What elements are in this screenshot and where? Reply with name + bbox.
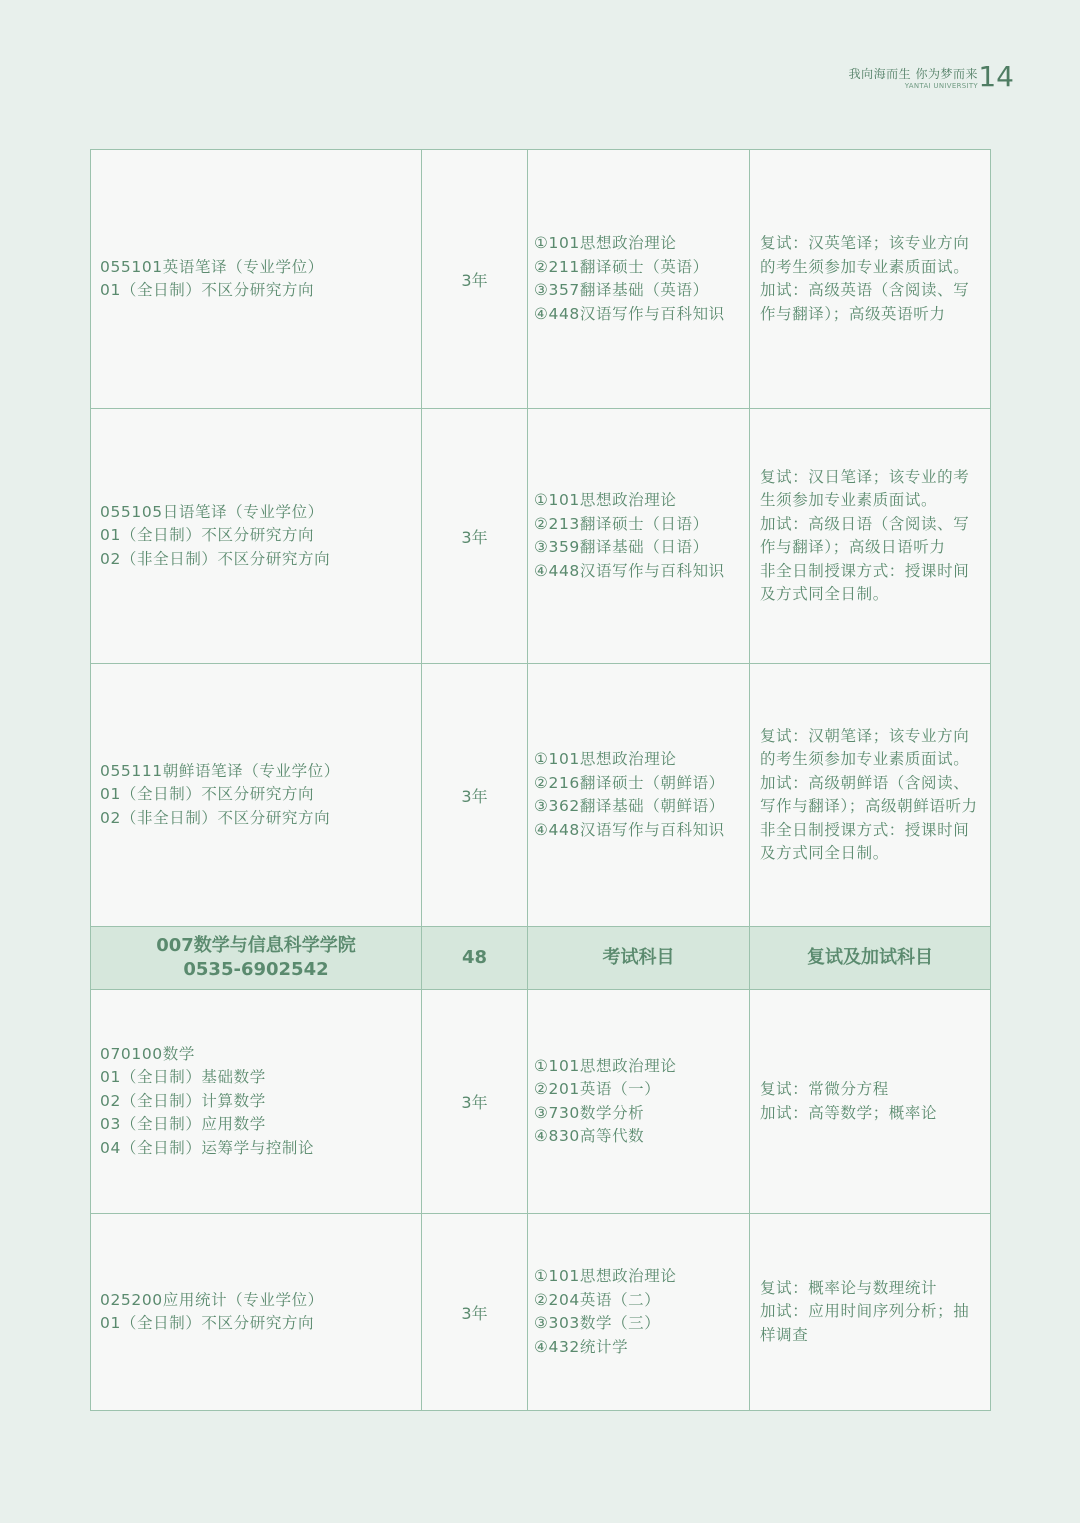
table-row — [91, 990, 991, 1214]
exam-header-cell — [528, 927, 750, 990]
exam-cell: ①101思想政治理论 ②216翻译硕士（朝鲜语） ③362翻译基础（朝鲜语） ④448汉语写作与百科知识 — [528, 664, 750, 927]
years-cell: 3年 — [422, 150, 528, 409]
college-cell — [91, 927, 422, 990]
page-header — [774, 60, 1014, 100]
program-cell: 055105日语笔译（专业学位） 01（全日制）不区分研究方向 02（非全日制）不区分研究方向 — [91, 409, 422, 664]
program-cell: 055111朝鲜语笔译（专业学位） 01（全日制）不区分研究方向 02（非全日制）不区分研究方向 — [91, 664, 422, 927]
college-phone: 0535-6902542 — [183, 959, 329, 980]
admissions-table — [90, 149, 991, 1411]
retest-cell: 复试：汉英笔译；该专业方向的考生须参加专业素质面试。 加试：高级英语（含阅读、写作与翻译）；高级英语听力 — [750, 150, 991, 409]
retest-header-cell — [750, 927, 991, 990]
college-name: 007数学与信息科学学院 — [156, 935, 356, 956]
exam-header: 考试科目 — [602, 947, 675, 968]
table-row — [91, 150, 991, 409]
count-cell — [422, 927, 528, 990]
table-row — [91, 664, 991, 927]
retest-header: 复试及加试科目 — [807, 947, 933, 968]
exam-cell: ①101思想政治理论 ②211翻译硕士（英语） ③357翻译基础（英语） ④448汉语写作与百科知识 — [528, 150, 750, 409]
exam-cell: ①101思想政治理论 ②204英语（二） ③303数学（三） ④432统计学 — [528, 1214, 750, 1411]
header-slogan: 我向海而生 你为梦而来 — [848, 67, 978, 81]
page-number: 14 — [978, 60, 1014, 93]
program-cell: 025200应用统计（专业学位） 01（全日制）不区分研究方向 — [91, 1214, 422, 1411]
years-cell: 3年 — [422, 664, 528, 927]
program-cell: 070100数学 01（全日制）基础数学 02（全日制）计算数学 03（全日制）应用数学 04（全日制）运筹学与控制论 — [91, 990, 422, 1214]
retest-cell: 复试：汉日笔译；该专业的考生须参加专业素质面试。 加试：高级日语（含阅读、写作与翻译）；高级日语听力 非全日制授课方式：授课时间及方式同全日制。 — [750, 409, 991, 664]
table-row — [91, 409, 991, 664]
table-row — [91, 1214, 991, 1411]
program-cell: 055101英语笔译（专业学位） 01（全日制）不区分研究方向 — [91, 150, 422, 409]
exam-cell: ①101思想政治理论 ②213翻译硕士（日语） ③359翻译基础（日语） ④448汉语写作与百科知识 — [528, 409, 750, 664]
section-header-row — [91, 927, 991, 990]
retest-cell: 复试：常微分方程 加试：高等数学；概率论 — [750, 990, 991, 1214]
years-cell: 3年 — [422, 1214, 528, 1411]
years-cell: 3年 — [422, 990, 528, 1214]
exam-cell: ①101思想政治理论 ②201英语（一） ③730数学分析 ④830高等代数 — [528, 990, 750, 1214]
years-cell: 3年 — [422, 409, 528, 664]
retest-cell: 复试：汉朝笔译；该专业方向的考生须参加专业素质面试。 加试：高级朝鲜语（含阅读、写作与翻译）；高级朝鲜语听力 非全日制授课方式：授课时间及方式同全日制。 — [750, 664, 991, 927]
enrollment-count: 48 — [461, 947, 488, 968]
header-university: YANTAI UNIVERSITY — [904, 82, 978, 90]
retest-cell: 复试：概率论与数理统计 加试：应用时间序列分析；抽样调查 — [750, 1214, 991, 1411]
